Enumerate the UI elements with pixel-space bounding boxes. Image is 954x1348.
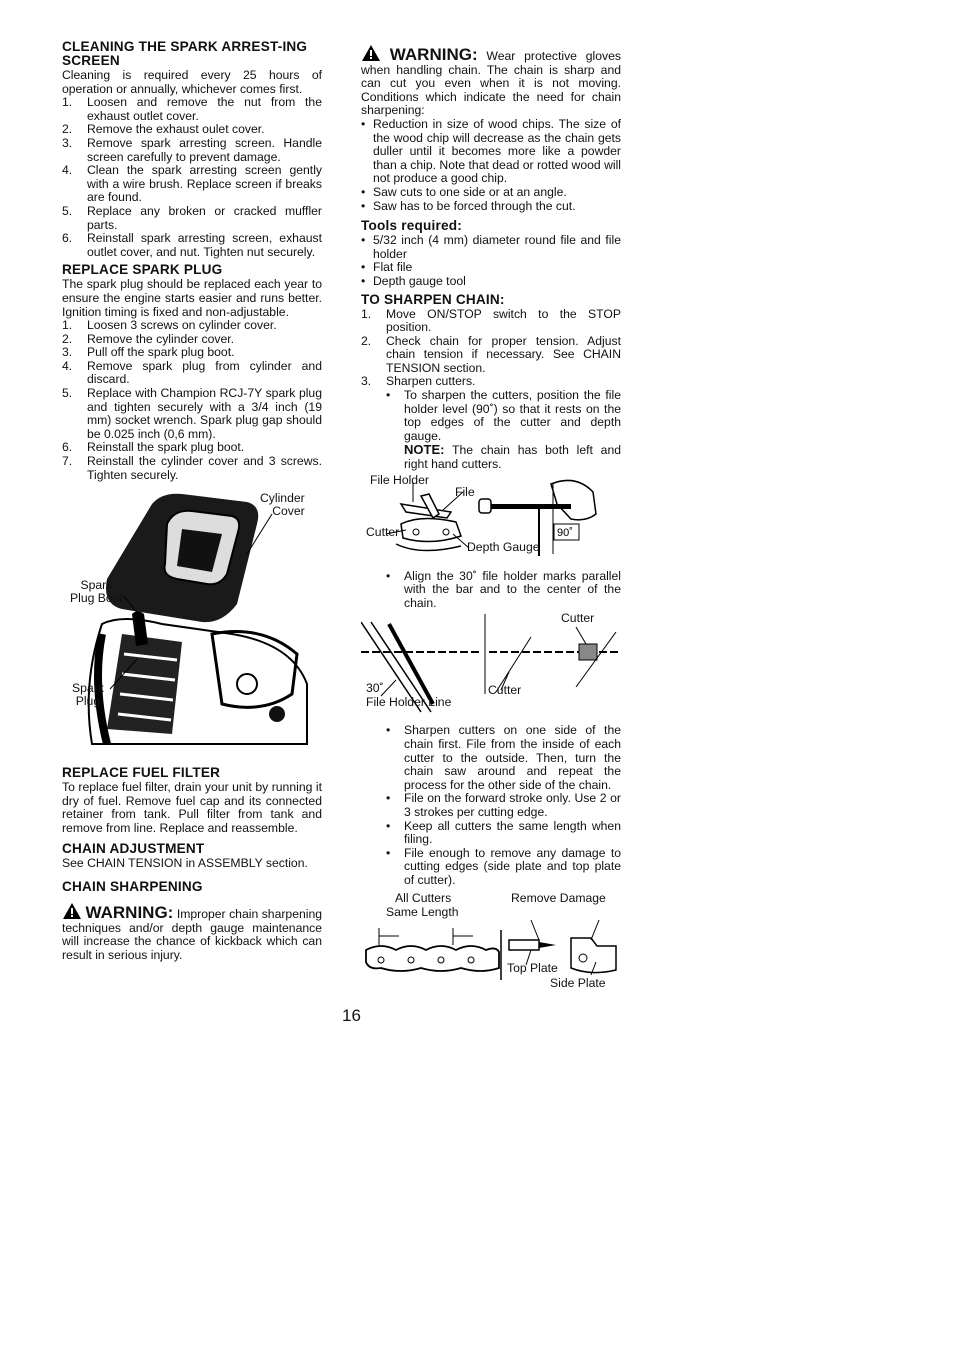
page-number: 16 xyxy=(342,1006,361,1025)
heading-replace-fuel-filter: REPLACE FUEL FILTER xyxy=(62,765,221,781)
label-file-holder: File Holder xyxy=(370,472,429,487)
heading-replace-spark-plug: REPLACE SPARK PLUG xyxy=(62,262,223,278)
label-file-holder-line: File Holder Line xyxy=(366,695,452,710)
cleaning-steps xyxy=(62,96,322,259)
sharpen-steps xyxy=(361,308,621,390)
list-item: • File enough to remove any damage to cutting edges (side plate and top plate of cutter). xyxy=(386,845,621,887)
plug-intro: The spark plug should be replaced each year to ensure the engine starts easier and runs better. Ignition timing is fixed and non-adjustable. xyxy=(62,277,322,319)
label-remove-damage: Remove Damage xyxy=(511,890,606,905)
list-item: 1. Loosen and remove the nut from the exhaust outlet cover. xyxy=(62,95,322,123)
conditions-list xyxy=(361,118,621,213)
label-spark-plug-boot: Spark Plug Boot xyxy=(70,578,123,606)
list-item: • Saw has to be forced through the cut. xyxy=(361,198,576,213)
warning-icon xyxy=(62,907,86,921)
sharpen-substeps-3 xyxy=(361,724,621,887)
list-item: • Saw cuts to one side or at an angle. xyxy=(361,184,567,199)
list-item: 3. Remove spark arresting screen. Handle screen carefully to prevent damage. xyxy=(62,135,322,164)
label-file: File xyxy=(455,484,475,499)
list-item: • Reduction in size of wood chips. The size of the wood chip will decrease as the chain gets duller until it becomes more like a powder than a chip. Note that dead or rotted wood will not produce a good chip. xyxy=(361,116,621,186)
heading-cleaning-screen: CLEANING THE SPARK ARREST-ING SCREEN xyxy=(62,39,308,68)
list-item: • Depth gauge tool xyxy=(361,273,466,288)
cutter-length-figure xyxy=(361,890,621,990)
label-cutter-bottom: Cutter xyxy=(488,683,522,698)
list-item: 6. Reinstall the spark plug boot. xyxy=(62,440,245,455)
label-90-angle: 90˚ xyxy=(557,526,573,539)
list-item: 1. Loosen 3 screws on cylinder cover. xyxy=(62,318,277,333)
list-item: 4. Clean the spark arresting screen gently with a wire brush. Replace screen if breaks are found. xyxy=(62,163,322,205)
label-cutter-top: Cutter xyxy=(561,611,595,626)
list-item: • Keep all cutters the same length when filing. xyxy=(386,818,621,847)
right-column xyxy=(361,44,621,988)
list-item: 2. Remove the exhaust oulet cover. xyxy=(62,122,265,137)
list-item: 2. Remove the cylinder cover. xyxy=(62,331,234,346)
label-cylinder-cover: Cylinder Cover xyxy=(260,491,305,519)
tools-list xyxy=(361,234,621,288)
list-item: 6. Reinstall spark arresting screen, exhaust outlet cover, and nut. Tighten nut securely. xyxy=(62,231,322,259)
list-item: • Flat file xyxy=(361,260,413,275)
list-item: • To sharpen the cutters, position the file holder level (90˚) so that it rests on the top edges of the cutter and depth gauge. NOTE: The chain has both left and right hand cutters. xyxy=(386,388,621,472)
sharpen-substeps-2 xyxy=(361,570,621,611)
file-holder-figure xyxy=(361,474,621,568)
spark-plug-figure xyxy=(62,484,322,754)
list-item: 3. Pull off the spark plug boot. xyxy=(62,345,235,360)
plug-steps xyxy=(62,319,322,482)
label-all-cutters: All Cutters xyxy=(395,890,452,905)
label-depth-gauge: Depth Gauge xyxy=(467,539,540,554)
label-spark-plug: Spark Plug xyxy=(72,681,104,709)
list-item: 7. Reinstall the cylinder cover and 3 screws. Tighten securely. xyxy=(62,454,322,482)
list-item: 3. Sharpen cutters. xyxy=(361,374,476,389)
heading-chain-adjustment: CHAIN ADJUSTMENT xyxy=(62,840,205,856)
file-angle-figure xyxy=(361,612,621,718)
list-item: • Align the 30˚ file holder marks parallel with the bar and to the center of the chain. xyxy=(386,568,621,610)
chainsaw-engine-illustration xyxy=(62,484,322,754)
list-item: 2. Check chain for proper tension. Adjust chain tension if necessary. See CHAIN TENSION section. xyxy=(361,333,621,375)
list-item: • File on the forward stroke only. Use 2 or 3 strokes per cutting edge. xyxy=(386,791,621,819)
list-item: 5. Replace any broken or cracked muffler parts. xyxy=(62,203,322,232)
list-item: • Sharpen cutters on one side of the chain first. File from the inside of each cutter to the outside. Then, turn the chain saw around and repeat the process for the other side of the chain. xyxy=(386,723,621,792)
label-30-angle: 30˚ xyxy=(366,681,384,696)
cleaning-intro: Cleaning is required every 25 hours of operation or annually, whichever comes first. xyxy=(62,68,322,96)
label-top-plate: Top Plate xyxy=(507,960,558,975)
list-item: 5. Replace with Champion RCJ-7Y spark plug and tighten securely with a 3/4 inch (19 mm) socket wrench. Spark plug gap should be 0.025 inch (0,6 mm). xyxy=(62,386,322,441)
label-same-length: Same Length xyxy=(386,904,459,919)
label-side-plate: Side Plate xyxy=(550,975,606,990)
fuel-text: To replace fuel filter, drain your unit by running it dry of fuel. Remove fuel cap and its connected retainer from tank. Pull filter from tank and remove from line. Replace and reassemble. xyxy=(62,780,322,835)
warning-sharpening: WARNING: Improper chain sharpening techniques and/or depth gauge maintenance will increase the chance of kickback which can result in serious injury. xyxy=(62,903,323,962)
sharpen-substeps-1 xyxy=(361,389,621,472)
warning-icon xyxy=(361,49,390,63)
heading-to-sharpen-chain: TO SHARPEN CHAIN: xyxy=(361,291,505,307)
heading-chain-sharpening: CHAIN SHARPENING xyxy=(62,879,203,895)
list-item: 4. Remove spark plug from cylinder and discard. xyxy=(62,358,322,387)
warning-gloves: WARNING: Wear protective gloves when handling chain. The chain is sharp and can cut you even when it is not moving. Conditions which indicate the need for chain sharpening: xyxy=(361,45,621,118)
label-cutter: Cutter xyxy=(366,524,400,539)
adjust-text: See CHAIN TENSION in ASSEMBLY section. xyxy=(62,855,308,870)
list-item: 1. Move ON/STOP switch to the STOP position. xyxy=(361,306,621,335)
list-item: • 5/32 inch (4 mm) diameter round file and file holder xyxy=(361,233,621,261)
heading-tools-required: Tools required: xyxy=(361,218,462,234)
left-column xyxy=(62,36,322,963)
